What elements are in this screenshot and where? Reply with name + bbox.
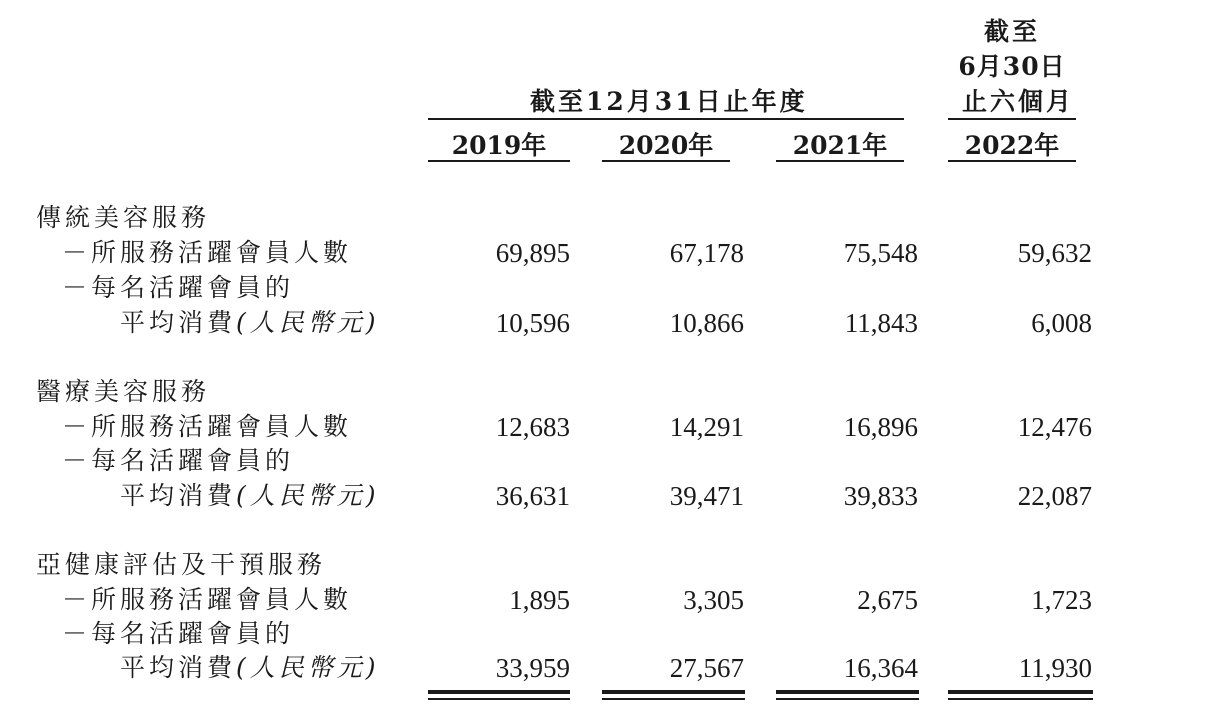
members-2020: 67,178 xyxy=(669,238,744,268)
year-rule-2019 xyxy=(428,160,570,162)
spending-2019: 36,631 xyxy=(495,481,570,511)
spending-2019: 10,596 xyxy=(495,308,570,338)
spending-2020: 10,866 xyxy=(669,308,744,338)
period-header-half-line2: 6月30日 xyxy=(958,52,1066,81)
year-header-2019: 2019年 xyxy=(451,131,547,160)
spending-2020: 39,471 xyxy=(669,481,744,511)
total-rule-2021 xyxy=(776,690,919,694)
spending-2020: 27,567 xyxy=(669,653,744,683)
year-header-2020: 2020年 xyxy=(618,131,714,160)
members-2021: 2,675 xyxy=(857,585,918,615)
year-rule-2022 xyxy=(948,160,1076,162)
spending-2021: 16,364 xyxy=(843,653,918,683)
section-title-sub-health: 亞健康評估及干預服務 xyxy=(36,550,327,579)
spending-label-line1: －每名活躍會員的 xyxy=(62,446,295,475)
spending-unit: (人民幣元) xyxy=(236,308,380,337)
spending-label-line2 xyxy=(120,307,380,339)
spending-2022: 6,008 xyxy=(1031,308,1092,338)
members-2019: 12,683 xyxy=(495,412,570,442)
members-2021: 75,548 xyxy=(843,238,918,268)
total-rule-2020-lower xyxy=(602,698,745,700)
spending-label-line2 xyxy=(120,480,380,512)
spending-unit: (人民幣元) xyxy=(236,481,380,510)
total-rule-2019-lower xyxy=(428,698,570,700)
spending-2021: 39,833 xyxy=(843,481,918,511)
period-header-full-year: 截至12月31日止年度 xyxy=(530,87,808,116)
total-rule-2021-lower xyxy=(776,698,919,700)
members-2020: 14,291 xyxy=(669,412,744,442)
members-label: －所服務活躍會員人數 xyxy=(62,412,353,441)
year-rule-2020 xyxy=(602,160,730,162)
year-header-2022: 2022年 xyxy=(964,131,1060,160)
total-rule-2022-lower xyxy=(948,698,1093,700)
year-rule-2021 xyxy=(776,160,904,162)
header-rule-full-year xyxy=(428,118,904,120)
section-title-traditional-beauty: 傳統美容服務 xyxy=(36,203,211,232)
members-2019: 1,895 xyxy=(509,585,570,615)
spending-2022: 22,087 xyxy=(1017,481,1092,511)
period-header-half-line3: 止六個月 xyxy=(961,87,1074,116)
spending-label-line1: －每名活躍會員的 xyxy=(62,619,295,648)
total-rule-2022 xyxy=(948,690,1093,694)
members-2020: 3,305 xyxy=(683,585,744,615)
period-header-half-line1: 截至 xyxy=(983,17,1040,46)
spending-label-line1: －每名活躍會員的 xyxy=(62,273,295,302)
spending-2019: 33,959 xyxy=(495,653,570,683)
spending-label-line2 xyxy=(120,652,380,684)
members-2022: 59,632 xyxy=(1017,238,1092,268)
members-2022: 1,723 xyxy=(1031,585,1092,615)
year-header-2021: 2021年 xyxy=(792,131,888,160)
spending-label-text: 平均消費 xyxy=(120,653,237,682)
total-rule-2019 xyxy=(428,690,570,694)
members-2019: 69,895 xyxy=(495,238,570,268)
spending-2021: 11,843 xyxy=(844,308,918,338)
spending-label-text: 平均消費 xyxy=(120,308,237,337)
members-2021: 16,896 xyxy=(843,412,918,442)
members-label: －所服務活躍會員人數 xyxy=(62,585,353,614)
header-rule-half-year xyxy=(948,118,1076,120)
members-label: －所服務活躍會員人數 xyxy=(62,238,353,267)
total-rule-2020 xyxy=(602,690,745,694)
spending-unit: (人民幣元) xyxy=(236,653,380,682)
spending-2022: 11,930 xyxy=(1018,653,1092,683)
members-2022: 12,476 xyxy=(1017,412,1092,442)
spending-label-text: 平均消費 xyxy=(120,481,237,510)
section-title-medical-beauty: 醫療美容服務 xyxy=(36,377,211,406)
